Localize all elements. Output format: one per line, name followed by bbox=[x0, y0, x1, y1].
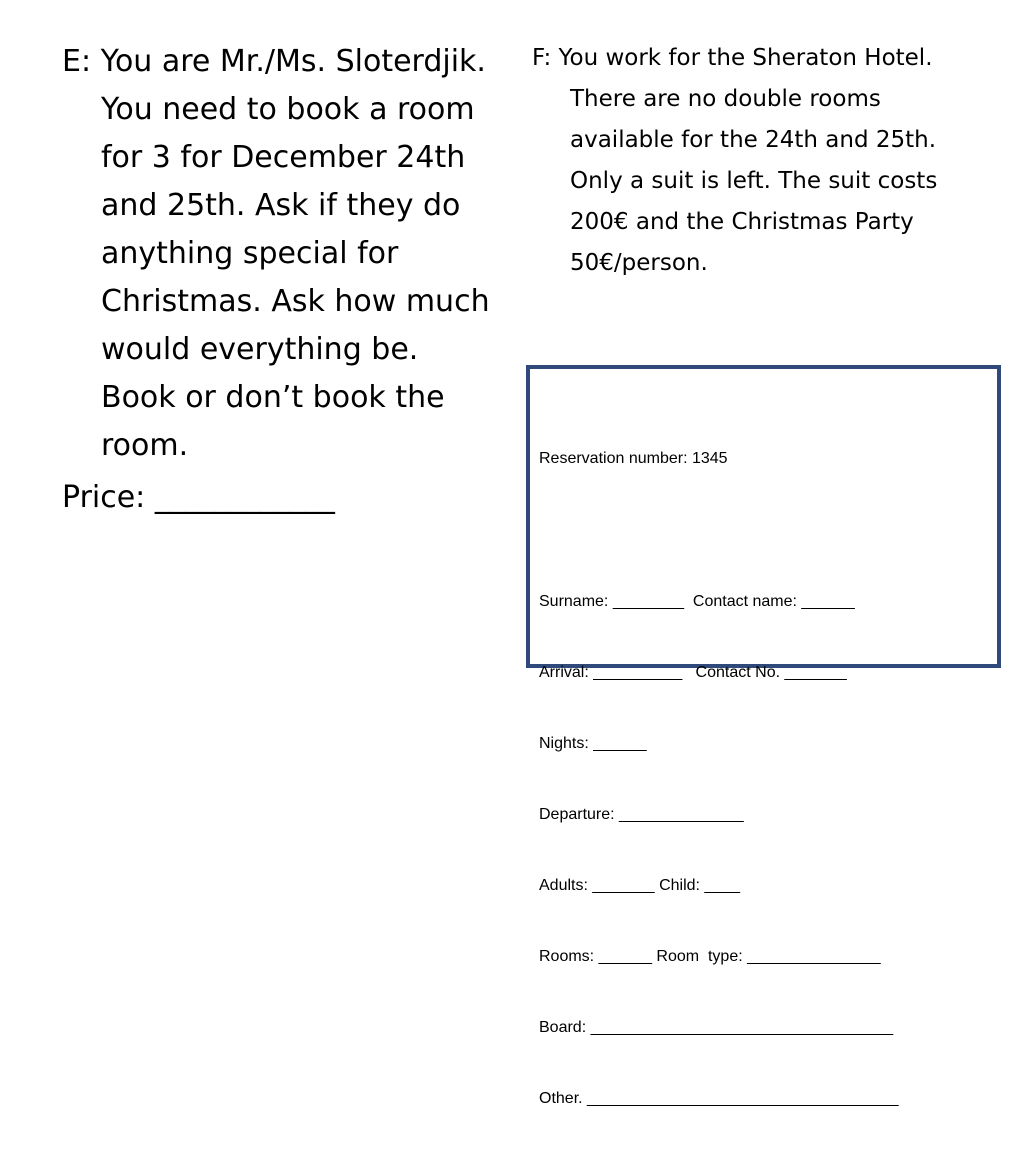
nights-field: Nights: ______ bbox=[539, 734, 647, 752]
reservation-form bbox=[539, 400, 898, 1158]
role-card-hotel bbox=[532, 38, 982, 284]
rooms-room-type-field: Rooms: ______ Room type: _______________ bbox=[539, 948, 881, 966]
price-line: Price: ____________ bbox=[62, 480, 335, 515]
departure-field: Departure: ______________ bbox=[539, 805, 744, 823]
board-field: Board: __________________________________ bbox=[539, 1019, 894, 1037]
adults-child-field: Adults: _______ Child: ____ bbox=[539, 876, 741, 894]
guest-instructions: E: You are Mr./Ms. Sloterdjik. You need to book a room for 3 for December 24th and 25th. Ask if they do anything special for Christmas. Ask how much would everything be. Book or don’t book the room. bbox=[62, 44, 490, 463]
role-card-guest bbox=[62, 38, 502, 522]
reservation-number: Reservation number: 1345 bbox=[539, 450, 728, 468]
form-spacer bbox=[539, 519, 898, 543]
arrival-contact-no-field: Arrival: __________ Contact No. _______ bbox=[539, 663, 847, 681]
other-field: Other. ___________________________________ bbox=[539, 1090, 899, 1108]
reservation-form-box bbox=[526, 365, 1001, 1108]
hotel-instructions: F: You work for the Sheraton Hotel. There are no double rooms available for the 24th and 25th. Only a suit is left. The suit costs 200€ and the Christmas Party 50€/person. bbox=[532, 45, 938, 276]
surname-contact-name-field: Surname: ________ Contact name: ______ bbox=[539, 592, 855, 610]
